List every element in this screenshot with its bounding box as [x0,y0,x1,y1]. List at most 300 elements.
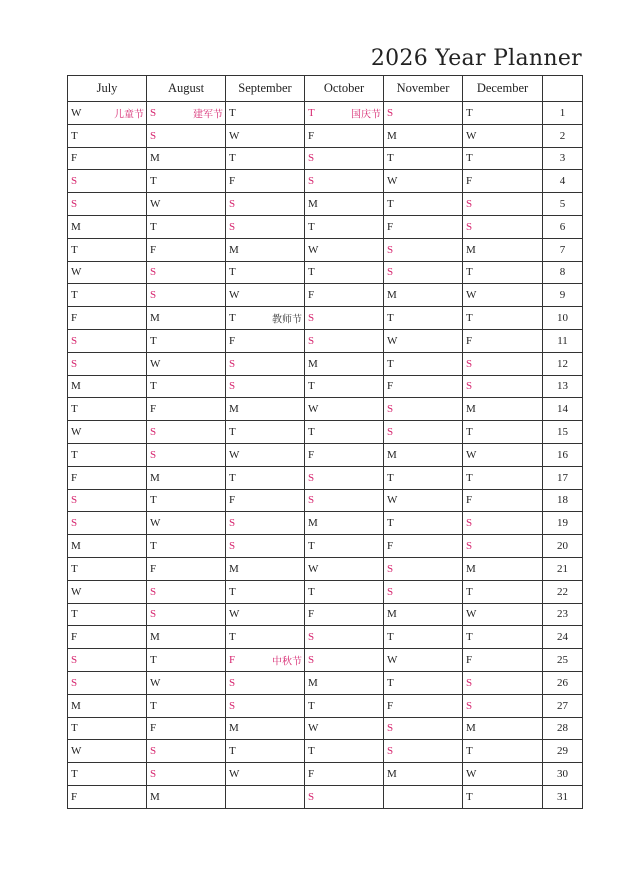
day-cell-december[interactable] [463,580,543,603]
weekday-letter: M [466,403,476,416]
day-number: 15 [543,421,583,444]
day-cell-september[interactable] [226,763,305,786]
weekday-letter: F [308,448,315,461]
weekday-letter: S [229,540,236,553]
day-cell-july[interactable] [68,694,147,717]
day-cell-october[interactable] [305,102,384,125]
day-cell-october[interactable] [305,329,384,352]
weekday-letter: T [466,312,473,325]
day-cell-october[interactable] [305,170,384,193]
weekday-letter: T [387,198,394,211]
weekday-letter: S [387,585,394,598]
weekday-letter: W [308,722,319,735]
day-cell-september[interactable] [226,649,305,672]
day-cell-december[interactable] [463,557,543,580]
day-number: 21 [543,557,583,580]
day-cell-november[interactable] [384,215,463,238]
day-cell-august[interactable] [147,352,226,375]
weekday-letter: W [229,768,240,780]
table-row [68,421,583,444]
day-number: 2 [543,124,583,147]
weekday-letter: S [150,585,157,598]
day-cell-december[interactable] [463,763,543,786]
day-cell-october[interactable] [305,557,384,580]
weekday-letter: S [229,380,236,393]
day-number: 17 [543,466,583,489]
weekday-letter: T [308,380,315,393]
day-cell-december[interactable] [463,466,543,489]
day-cell-august[interactable] [147,193,226,216]
day-cell-july[interactable] [68,261,147,284]
day-cell-october[interactable] [305,489,384,512]
day-cell-september[interactable] [226,170,305,193]
day-cell-october[interactable] [305,238,384,261]
day-cell-july[interactable] [68,785,147,808]
day-cell-october[interactable] [305,535,384,558]
day-cell-september[interactable] [226,102,305,125]
weekday-letter: T [229,426,236,439]
day-cell-september[interactable] [226,535,305,558]
weekday-letter: T [71,129,78,142]
day-cell-november[interactable] [384,740,463,763]
day-cell-august[interactable] [147,580,226,603]
weekday-letter: T [308,699,315,712]
day-cell-july[interactable] [68,421,147,444]
weekday-letter: S [308,494,315,507]
day-cell-october[interactable] [305,284,384,307]
day-cell-august[interactable] [147,284,226,307]
day-cell-july[interactable] [68,147,147,170]
day-cell-august[interactable] [147,489,226,512]
weekday-letter: W [71,426,82,439]
weekday-letter: T [71,768,78,780]
table-row [68,603,583,626]
day-cell-september[interactable] [226,124,305,147]
weekday-letter: T [150,699,157,712]
day-cell-july[interactable] [68,307,147,330]
weekday-letter: F [387,220,394,233]
day-cell-july[interactable] [68,763,147,786]
day-cell-september[interactable] [226,694,305,717]
day-number: 16 [543,443,583,466]
day-cell-august[interactable] [147,443,226,466]
day-cell-november[interactable] [384,466,463,489]
day-cell-november[interactable] [384,307,463,330]
weekday-letter: S [308,175,315,188]
day-number: 13 [543,375,583,398]
weekday-letter: T [308,745,315,758]
day-cell-july[interactable] [68,580,147,603]
day-cell-august[interactable] [147,170,226,193]
weekday-letter: W [466,129,477,142]
day-cell-december[interactable] [463,284,543,307]
day-cell-july[interactable] [68,466,147,489]
day-cell-november[interactable] [384,284,463,307]
day-cell-september[interactable] [226,307,305,330]
day-cell-october[interactable] [305,375,384,398]
day-cell-august[interactable] [147,671,226,694]
day-cell-december[interactable] [463,694,543,717]
weekday-letter: S [308,631,315,644]
day-cell-august[interactable] [147,785,226,808]
day-cell-october[interactable] [305,740,384,763]
day-cell-december[interactable] [463,785,543,808]
day-cell-september[interactable] [226,421,305,444]
day-cell-november[interactable] [384,694,463,717]
day-cell-december[interactable] [463,717,543,740]
day-cell-september[interactable] [226,238,305,261]
day-cell-september[interactable] [226,466,305,489]
weekday-letter: S [387,562,394,575]
weekday-letter: S [466,357,473,370]
month-header-december: December [463,76,543,102]
day-cell-september[interactable] [226,717,305,740]
day-cell-november[interactable] [384,329,463,352]
weekday-letter: S [387,403,394,416]
day-cell-august[interactable] [147,307,226,330]
day-cell-november[interactable] [384,626,463,649]
weekday-letter: M [308,517,318,530]
weekday-letter: T [466,790,473,803]
day-cell-october[interactable] [305,580,384,603]
day-cell-december[interactable] [463,170,543,193]
day-cell-july[interactable] [68,535,147,558]
weekday-letter: M [229,562,239,575]
day-cell-december[interactable] [463,375,543,398]
day-cell-october[interactable] [305,717,384,740]
table-row [68,671,583,694]
table-row [68,375,583,398]
day-cell-november[interactable] [384,717,463,740]
day-number: 31 [543,785,583,808]
day-cell-november[interactable] [384,421,463,444]
weekday-letter: F [387,540,394,553]
day-cell-november[interactable] [384,261,463,284]
day-cell-july[interactable] [68,375,147,398]
day-cell-october[interactable] [305,785,384,808]
day-cell-july[interactable] [68,398,147,421]
page-title: 2026 Year Planner [370,46,582,71]
day-cell-august[interactable] [147,238,226,261]
day-cell-december[interactable] [463,535,543,558]
day-cell-september[interactable] [226,512,305,535]
day-cell-december[interactable] [463,740,543,763]
weekday-letter: T [229,585,236,598]
day-cell-july[interactable] [68,124,147,147]
day-cell-august[interactable] [147,147,226,170]
weekday-letter: T [466,745,473,758]
day-cell-december[interactable] [463,352,543,375]
weekday-letter: S [308,334,315,347]
day-number: 3 [543,147,583,170]
day-cell-december[interactable] [463,261,543,284]
day-cell-august[interactable] [147,375,226,398]
day-cell-november[interactable] [384,535,463,558]
day-cell-november[interactable] [384,443,463,466]
day-cell-november[interactable] [384,557,463,580]
day-cell-august[interactable] [147,466,226,489]
day-cell-september[interactable] [226,603,305,626]
table-row [68,489,583,512]
weekday-letter: F [466,494,473,507]
table-row [68,124,583,147]
day-cell-july[interactable] [68,740,147,763]
day-cell-october[interactable] [305,671,384,694]
day-cell-september[interactable] [226,489,305,512]
weekday-letter: M [387,129,397,142]
weekday-letter: S [387,722,394,735]
day-cell-november[interactable] [384,763,463,786]
month-header-august: August [147,76,226,102]
day-cell-september[interactable] [226,443,305,466]
weekday-letter: F [150,243,157,256]
day-cell-december[interactable] [463,102,543,125]
holiday-label: 中秋节 [272,656,302,668]
day-cell-december[interactable] [463,124,543,147]
day-cell-july[interactable] [68,649,147,672]
day-cell-august[interactable] [147,421,226,444]
weekday-letter: S [229,517,236,530]
day-cell-october[interactable] [305,649,384,672]
day-cell-october[interactable] [305,147,384,170]
day-cell-july[interactable] [68,443,147,466]
day-cell-october[interactable] [305,124,384,147]
table-row [68,170,583,193]
day-cell-august[interactable] [147,717,226,740]
weekday-letter: W [308,562,319,575]
weekday-letter: S [229,699,236,712]
weekday-letter: F [229,175,236,188]
weekday-letter: T [466,426,473,439]
day-cell-august[interactable] [147,102,226,125]
day-cell-august[interactable] [147,557,226,580]
weekday-letter: F [308,289,315,302]
day-cell-december[interactable] [463,489,543,512]
day-cell-september[interactable] [226,261,305,284]
day-cell-december[interactable] [463,307,543,330]
day-cell-october[interactable] [305,352,384,375]
day-cell-july[interactable] [68,284,147,307]
day-cell-september[interactable] [226,352,305,375]
day-cell-october[interactable] [305,694,384,717]
day-number: 7 [543,238,583,261]
weekday-letter: S [150,745,157,758]
day-cell-december[interactable] [463,512,543,535]
holiday-label: 教师节 [272,314,302,326]
day-cell-november[interactable] [384,649,463,672]
day-cell-august[interactable] [147,512,226,535]
day-cell-november[interactable] [384,193,463,216]
day-cell-august[interactable] [147,649,226,672]
day-cell-november[interactable] [384,671,463,694]
day-cell-december[interactable] [463,215,543,238]
weekday-letter: T [229,106,236,119]
weekday-letter: F [71,312,78,325]
day-cell-september[interactable] [226,580,305,603]
day-cell-october[interactable] [305,398,384,421]
day-cell-september[interactable] [226,329,305,352]
day-cell-july[interactable] [68,489,147,512]
day-cell-december[interactable] [463,649,543,672]
weekday-letter: M [71,540,81,553]
day-number: 20 [543,535,583,558]
weekday-letter: F [308,129,315,142]
day-cell-september[interactable] [226,671,305,694]
day-cell-august[interactable] [147,694,226,717]
weekday-letter: S [71,676,78,689]
weekday-letter: S [71,517,78,530]
weekday-letter: S [387,426,394,439]
weekday-letter: T [387,471,394,484]
weekday-letter: M [308,198,318,211]
day-cell-december[interactable] [463,398,543,421]
day-cell-july[interactable] [68,603,147,626]
day-cell-november[interactable] [384,170,463,193]
weekday-letter: S [466,220,473,233]
day-cell-october[interactable] [305,443,384,466]
weekday-letter: T [150,334,157,347]
weekday-letter: T [150,654,157,667]
weekday-letter: F [387,699,394,712]
day-cell-december[interactable] [463,626,543,649]
weekday-letter: T [71,562,78,575]
day-cell-july[interactable] [68,215,147,238]
day-cell-july[interactable] [68,329,147,352]
weekday-letter: T [308,585,315,598]
weekday-letter: T [308,426,315,439]
day-cell-september[interactable] [226,147,305,170]
day-cell-september[interactable] [226,740,305,763]
weekday-letter: S [229,220,236,233]
day-cell-november[interactable] [384,398,463,421]
day-cell-august[interactable] [147,261,226,284]
day-cell-september[interactable] [226,398,305,421]
weekday-letter: S [71,654,78,667]
weekday-letter: T [150,175,157,188]
weekday-letter: T [308,266,315,279]
day-number: 11 [543,329,583,352]
day-cell-september[interactable] [226,557,305,580]
weekday-letter: T [387,357,394,370]
weekday-letter: M [150,471,160,484]
weekday-letter: T [229,152,236,165]
weekday-letter: T [71,289,78,302]
day-cell-july[interactable] [68,512,147,535]
day-cell-october[interactable] [305,421,384,444]
day-cell-august[interactable] [147,740,226,763]
day-cell-august[interactable] [147,763,226,786]
day-cell-july[interactable] [68,193,147,216]
day-cell-july[interactable] [68,102,147,125]
weekday-letter: F [308,608,315,621]
weekday-letter: W [71,106,82,119]
day-cell-december[interactable] [463,147,543,170]
weekday-letter: W [150,198,161,211]
day-cell-september[interactable] [226,284,305,307]
day-cell-july[interactable] [68,238,147,261]
day-cell-december[interactable] [463,238,543,261]
day-cell-november[interactable] [384,489,463,512]
weekday-letter: F [71,471,78,484]
day-cell-november[interactable] [384,124,463,147]
weekday-letter: W [466,768,477,780]
weekday-letter: S [466,380,473,393]
weekday-letter: T [466,631,473,644]
day-cell-december[interactable] [463,443,543,466]
day-cell-september[interactable] [226,193,305,216]
day-cell-november[interactable] [384,785,463,808]
day-cell-october[interactable] [305,261,384,284]
day-cell-september[interactable] [226,785,305,808]
weekday-letter: W [387,654,398,667]
weekday-letter: M [229,243,239,256]
day-cell-august[interactable] [147,626,226,649]
day-cell-november[interactable] [384,352,463,375]
holiday-label: 建军节 [193,109,223,121]
day-cell-september[interactable] [226,626,305,649]
weekday-letter: S [71,494,78,507]
day-cell-november[interactable] [384,102,463,125]
day-cell-october[interactable] [305,626,384,649]
day-cell-september[interactable] [226,215,305,238]
weekday-letter: S [71,334,78,347]
day-cell-august[interactable] [147,329,226,352]
day-cell-august[interactable] [147,124,226,147]
weekday-letter: S [150,768,157,780]
weekday-letter: F [150,403,157,416]
day-cell-august[interactable] [147,215,226,238]
day-cell-october[interactable] [305,307,384,330]
day-cell-july[interactable] [68,557,147,580]
day-cell-november[interactable] [384,512,463,535]
day-cell-july[interactable] [68,671,147,694]
month-header-october: October [305,76,384,102]
day-cell-august[interactable] [147,535,226,558]
day-cell-november[interactable] [384,375,463,398]
day-cell-october[interactable] [305,512,384,535]
day-cell-october[interactable] [305,215,384,238]
day-cell-july[interactable] [68,352,147,375]
day-cell-december[interactable] [463,329,543,352]
day-cell-november[interactable] [384,147,463,170]
day-cell-august[interactable] [147,603,226,626]
day-cell-december[interactable] [463,421,543,444]
weekday-letter: S [229,676,236,689]
day-cell-july[interactable] [68,626,147,649]
day-cell-october[interactable] [305,603,384,626]
day-cell-october[interactable] [305,763,384,786]
day-cell-september[interactable] [226,375,305,398]
day-cell-december[interactable] [463,671,543,694]
day-cell-november[interactable] [384,580,463,603]
weekday-letter: T [229,266,236,279]
day-cell-december[interactable] [463,603,543,626]
weekday-letter: M [150,152,160,165]
weekday-letter: M [229,722,239,735]
table-row [68,785,583,808]
table-row [68,307,583,330]
day-cell-november[interactable] [384,238,463,261]
weekday-letter: F [150,562,157,575]
day-cell-july[interactable] [68,717,147,740]
day-cell-november[interactable] [384,603,463,626]
day-cell-october[interactable] [305,466,384,489]
weekday-letter: S [308,790,315,803]
day-cell-october[interactable] [305,193,384,216]
day-cell-july[interactable] [68,170,147,193]
day-cell-august[interactable] [147,398,226,421]
day-cell-december[interactable] [463,193,543,216]
